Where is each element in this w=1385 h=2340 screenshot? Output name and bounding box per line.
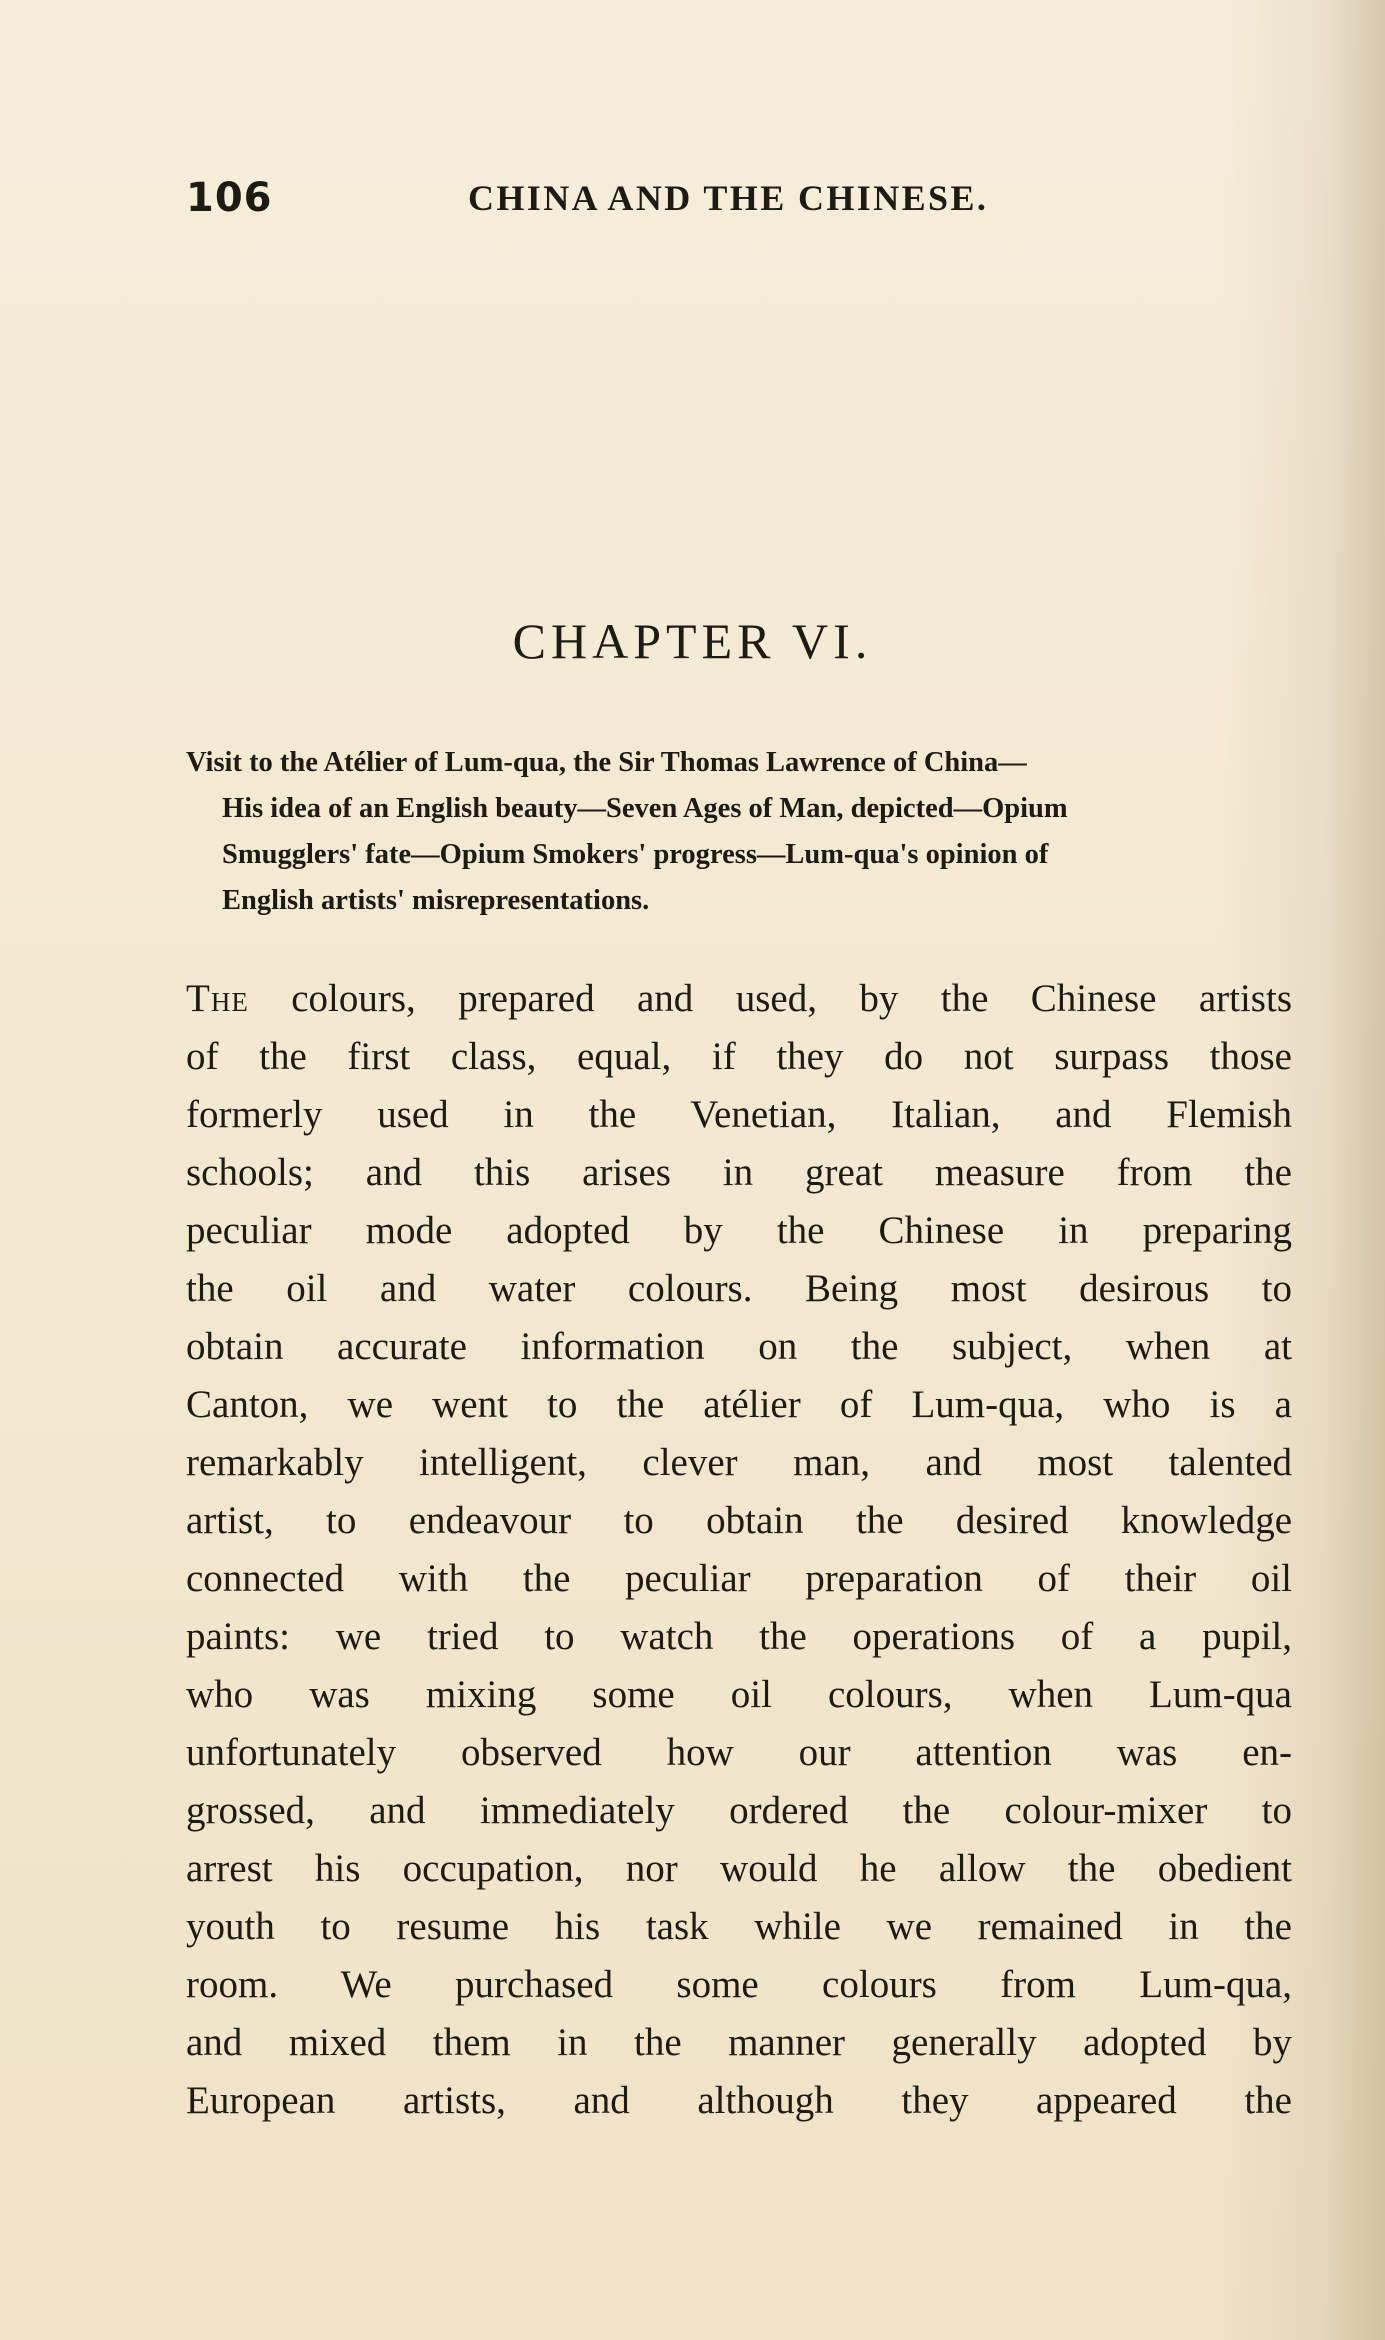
body-line: youth to resume his task while we remained in the bbox=[186, 1905, 1292, 1948]
running-title: CHINA AND THE CHINESE. bbox=[468, 178, 989, 218]
body-line: artist, to endeavour to obtain the desired knowledge bbox=[186, 1499, 1292, 1542]
body-line: room. We purchased some colours from Lum-qua, bbox=[186, 1963, 1292, 2006]
body-line: who was mixing some oil colours, when Lum-qua bbox=[186, 1673, 1292, 1716]
body-text bbox=[186, 970, 1292, 2130]
body-line: of the first class, equal, if they do not surpass those bbox=[186, 1035, 1292, 1078]
page-number: 106 bbox=[186, 175, 273, 221]
body-line: Canton, we went to the atélier of Lum-qua, who is a bbox=[186, 1383, 1292, 1426]
body-line: paints: we tried to watch the operations of a pupil, bbox=[186, 1615, 1292, 1658]
body-line: grossed, and immediately ordered the colour-mixer to bbox=[186, 1789, 1292, 1832]
body-line-first bbox=[186, 970, 1292, 1028]
body-line: arrest his occupation, nor would he allow the obedient bbox=[186, 1847, 1292, 1890]
running-head bbox=[186, 175, 1256, 235]
body-line: peculiar mode adopted by the Chinese in preparing bbox=[186, 1209, 1292, 1252]
synopsis-line: His idea of an English beauty—Seven Ages of Man, depicted—Opium bbox=[222, 793, 1068, 824]
synopsis-line: Smugglers' fate—Opium Smokers' progress—Lum-qua's opinion of bbox=[222, 839, 1049, 870]
body-line: the oil and water colours. Being most desirous to bbox=[186, 1267, 1292, 1310]
body-line: unfortunately observed how our attention was en- bbox=[186, 1731, 1292, 1774]
body-line: European artists, and although they appeared the bbox=[186, 2079, 1292, 2122]
synopsis-line: English artists' misrepresentations. bbox=[222, 885, 650, 916]
body-line: formerly used in the Venetian, Italian, and Flemish bbox=[186, 1093, 1292, 1136]
synopsis-line: Visit to the Atélier of Lum-qua, the Sir Thomas Lawrence of China— bbox=[186, 747, 1027, 778]
body-line: remarkably intelligent, clever man, and most talented bbox=[186, 1441, 1292, 1484]
first-line-text: colours, prepared and used, by the Chinese artists bbox=[248, 977, 1292, 1020]
body-line: schools; and this arises in great measure from the bbox=[186, 1151, 1292, 1194]
chapter-synopsis bbox=[186, 740, 1292, 924]
body-line: connected with the peculiar preparation of their oil bbox=[186, 1557, 1292, 1600]
page-edge-shadow bbox=[1325, 0, 1385, 2340]
body-line: and mixed them in the manner generally adopted by bbox=[186, 2021, 1292, 2064]
body-line: obtain accurate information on the subject, when at bbox=[186, 1325, 1292, 1368]
opening-word: The bbox=[186, 977, 249, 1020]
chapter-heading: CHAPTER VI. bbox=[512, 613, 873, 669]
